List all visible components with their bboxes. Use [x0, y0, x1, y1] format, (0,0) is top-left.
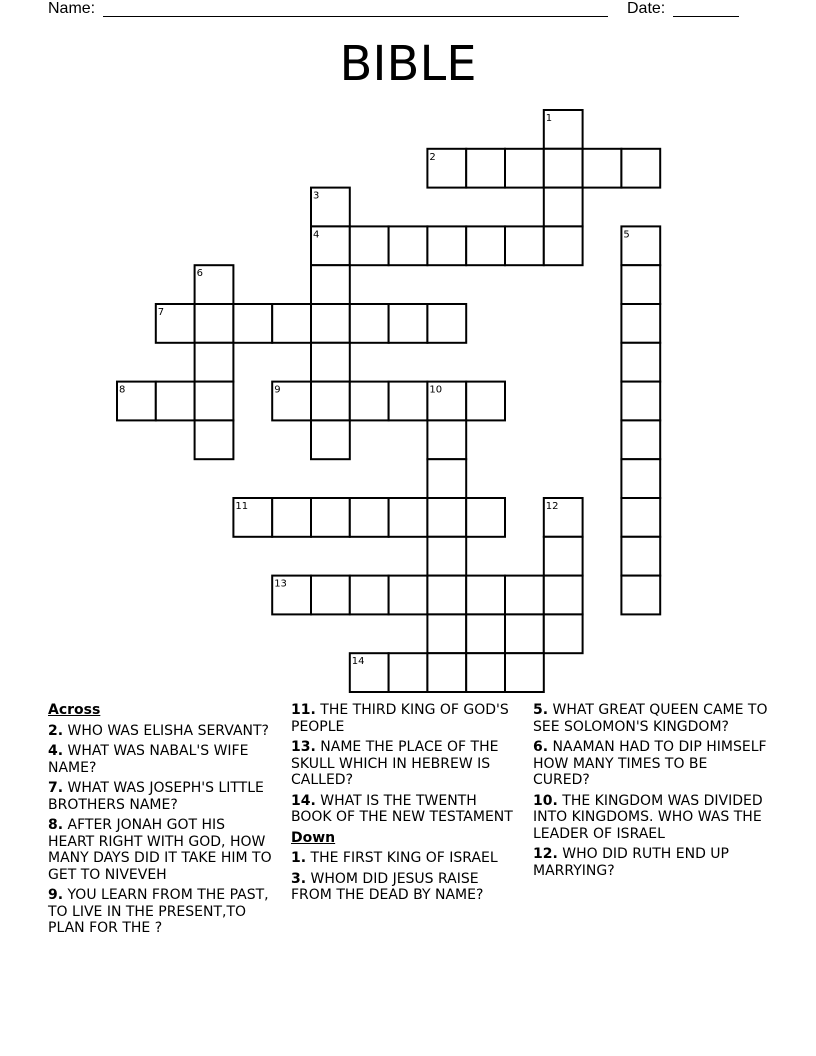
across-heading: Across [48, 702, 101, 718]
grid-cell[interactable] [427, 576, 466, 615]
grid-cell[interactable] [621, 265, 660, 304]
grid-cell[interactable] [505, 149, 544, 188]
grid-cell[interactable] [621, 576, 660, 615]
grid-cell[interactable] [621, 343, 660, 382]
grid-cell[interactable] [389, 653, 428, 692]
clues-column-1 [48, 702, 273, 941]
grid-cell[interactable] [427, 498, 466, 537]
grid-cell[interactable] [466, 226, 505, 265]
clue-across-7: 7. WHAT WAS JOSEPH'S LITTLE BROTHERS NAME? [48, 780, 264, 813]
grid-cell[interactable] [544, 537, 583, 576]
grid-cell[interactable] [621, 304, 660, 343]
grid-cell[interactable] [311, 498, 350, 537]
grid-cell[interactable] [389, 382, 428, 421]
name-label: Name: [48, 0, 96, 17]
grid-cell[interactable] [233, 304, 272, 343]
grid-cell[interactable] [427, 653, 466, 692]
grid-cell[interactable] [466, 614, 505, 653]
clue-across-8: 8. AFTER JONAH GOT HIS HEART RIGHT WITH GOD, HOW MANY DAYS DID IT TAKE HIM TO GET TO NIVEVEH [48, 817, 272, 883]
grid-cell[interactable] [427, 614, 466, 653]
grid-cell[interactable] [350, 576, 389, 615]
grid-cell[interactable] [272, 304, 311, 343]
clues-column-2 [291, 702, 518, 908]
grid-cell[interactable] [544, 226, 583, 265]
grid-cell[interactable] [427, 226, 466, 265]
grid-cell[interactable] [621, 149, 660, 188]
grid-cell[interactable] [505, 576, 544, 615]
grid-cell[interactable] [427, 459, 466, 498]
grid-cell[interactable] [621, 382, 660, 421]
grid-cell[interactable] [311, 343, 350, 382]
grid-cell[interactable] [427, 304, 466, 343]
grid-cell[interactable] [544, 614, 583, 653]
grid-cell[interactable] [544, 188, 583, 227]
grid-cell[interactable] [544, 149, 583, 188]
grid-cell[interactable] [311, 576, 350, 615]
grid-cell[interactable] [466, 382, 505, 421]
grid-clue-number: 6 [196, 268, 203, 280]
grid-clue-number: 5 [623, 229, 630, 241]
grid-cell[interactable] [311, 382, 350, 421]
grid-cell[interactable] [466, 576, 505, 615]
grid-cell[interactable] [466, 149, 505, 188]
grid-clue-number: 9 [274, 384, 281, 396]
grid-clue-number: 7 [157, 307, 165, 318]
grid-clue-number: 12 [545, 501, 559, 512]
grid-cell[interactable] [156, 382, 195, 421]
clue-across-2: 2. WHO WAS ELISHA SERVANT? [48, 722, 269, 739]
grid-cell[interactable] [195, 420, 234, 459]
clue-across-9: 9. YOU LEARN FROM THE PAST, TO LIVE IN THE PRESENT,TO PLAN FOR THE ? [48, 887, 269, 936]
grid-cell[interactable] [544, 576, 583, 615]
grid-clue-number: 4 [313, 229, 320, 241]
clue-down-12: 12. WHO DID RUTH END UP MARRYING? [533, 846, 729, 879]
grid-cell[interactable] [195, 343, 234, 382]
grid-cell[interactable] [389, 498, 428, 537]
grid-cell[interactable] [621, 537, 660, 576]
grid-cell[interactable] [195, 304, 234, 343]
grid-cell[interactable] [195, 382, 234, 421]
grid-clue-number: 14 [351, 656, 365, 668]
grid-cell[interactable] [350, 382, 389, 421]
grid-cell[interactable] [272, 498, 311, 537]
grid-cell[interactable] [505, 226, 544, 265]
clues-column-3 [533, 702, 768, 883]
grid-cell[interactable] [621, 498, 660, 537]
grid-cell[interactable] [311, 304, 350, 343]
grid-cell[interactable] [466, 653, 505, 692]
grid-clue-number: 8 [119, 384, 126, 396]
clue-down-6: 6. NAAMAN HAD TO DIP HIMSELF HOW MANY TIMES TO BE CURED? [533, 739, 767, 788]
grid-clue-number: 2 [429, 151, 436, 163]
grid-cell[interactable] [621, 459, 660, 498]
grid-cell[interactable] [350, 226, 389, 265]
clue-across-13: 13. NAME THE PLACE OF THE SKULL WHICH IN HEBREW IS CALLED? [291, 739, 499, 788]
grid-cell[interactable] [311, 420, 350, 459]
grid-cell[interactable] [389, 576, 428, 615]
down-heading: Down [291, 829, 336, 846]
grid-cell[interactable] [505, 653, 544, 692]
grid-clue-number: 3 [313, 190, 320, 202]
grid-clue-number: 11 [235, 501, 249, 512]
clue-down-10: 10. THE KINGDOM WAS DIVIDED INTO KINGDOMS. WHO WAS THE LEADER OF ISRAEL [533, 792, 763, 842]
grid-cell[interactable] [621, 420, 660, 459]
grid-cell[interactable] [427, 537, 466, 576]
grid-cell[interactable] [350, 498, 389, 537]
clue-down-1: 1. THE FIRST KING OF ISRAEL [291, 850, 498, 866]
grid-cell[interactable] [466, 498, 505, 537]
grid-clue-number: 10 [429, 384, 443, 396]
clue-down-5: 5. WHAT GREAT QUEEN CAME TO SEE SOLOMON'S KINGDOM? [533, 702, 768, 735]
grid-cell[interactable] [350, 304, 389, 343]
grid-cell[interactable] [505, 614, 544, 653]
grid-cell[interactable] [583, 149, 622, 188]
grid-clue-number: 1 [545, 113, 553, 124]
grid-clue-number: 13 [274, 578, 287, 590]
grid-cell[interactable] [389, 226, 428, 265]
page-title: BIBLE [339, 36, 477, 92]
clue-across-14: 14. WHAT IS THE TWENTH BOOK OF THE NEW TESTAMENT [291, 792, 513, 825]
clue-across-4: 4. WHAT WAS NABAL'S WIFE NAME? [48, 743, 249, 776]
grid-cell[interactable] [311, 265, 350, 304]
clue-down-3: 3. WHOM DID JESUS RAISE FROM THE DEAD BY NAME? [291, 870, 484, 903]
grid-cell[interactable] [427, 420, 466, 459]
date-label: Date: [627, 0, 666, 17]
clue-across-11: 11. THE THIRD KING OF GOD'S PEOPLE [291, 702, 509, 735]
grid-cell[interactable] [389, 304, 428, 343]
